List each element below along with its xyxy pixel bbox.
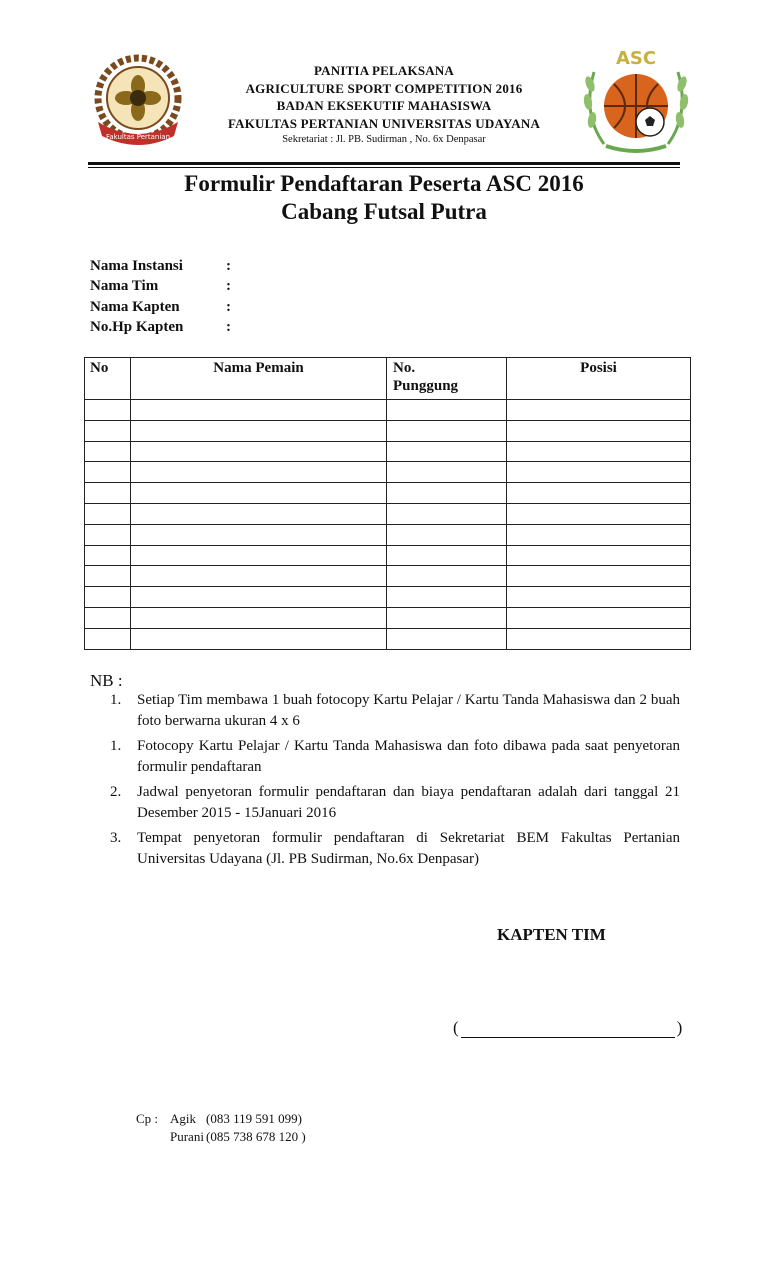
cell-nama-pemain[interactable]: [131, 441, 387, 462]
cell-nama-pemain[interactable]: [131, 587, 387, 608]
contact-prefix: Cp :: [136, 1111, 159, 1126]
letterhead-line: PANITIA PELAKSANA: [313, 63, 455, 78]
cell-nama-pemain[interactable]: [131, 524, 387, 545]
contact-name: Purani: [170, 1129, 204, 1144]
field-colon: :: [226, 319, 231, 336]
signature-open-paren: (: [453, 1018, 459, 1037]
cell-no-punggung[interactable]: [387, 587, 507, 608]
cell-no[interactable]: [85, 628, 131, 649]
cell-nama-pemain[interactable]: [131, 462, 387, 483]
field-nama-kapten: [90, 297, 236, 318]
page-title: [88, 170, 680, 226]
header-divider: [88, 167, 680, 168]
cell-posisi[interactable]: [507, 400, 691, 421]
header-divider: [88, 162, 680, 165]
letterhead-line: FAKULTAS PERTANIAN UNIVERSITAS UDAYANA: [227, 115, 541, 131]
cell-no[interactable]: [85, 607, 131, 628]
note-item: [110, 828, 680, 869]
note-text: Jadwal penyetoran formulir pendaftaran dan biaya pendaftaran adalah dari tanggal 21 Desember 2015 - 15Januari 2016: [137, 784, 680, 821]
cell-posisi[interactable]: [507, 628, 691, 649]
signature-title: KAPTEN TIM: [497, 925, 606, 944]
cell-no-punggung[interactable]: [387, 545, 507, 566]
field-label: Nama Tim: [90, 278, 159, 295]
asc-logo-text: ASC: [615, 48, 657, 69]
column-header-line: Punggung: [393, 378, 459, 394]
column-header-no-punggung: [387, 358, 507, 400]
note-item: [110, 782, 680, 823]
column-header-nama-pemain: Nama Pemain: [131, 358, 387, 400]
contact-row: [136, 1128, 306, 1146]
letterhead-line: BADAN EKSEKUTIF MAHASISWA: [276, 98, 492, 113]
signature-close-paren: ): [676, 1018, 683, 1037]
cell-nama-pemain[interactable]: [131, 503, 387, 524]
cell-posisi[interactable]: [507, 462, 691, 483]
faculty-logo: [88, 50, 188, 150]
letterhead-address: Sekretariat : Jl. PB. Sudirman , No. 6x Denpasar: [282, 134, 486, 145]
cell-no-punggung[interactable]: [387, 462, 507, 483]
cell-no-punggung[interactable]: [387, 628, 507, 649]
cell-posisi[interactable]: [507, 524, 691, 545]
table-row: [85, 441, 691, 462]
signature-line: [453, 1017, 682, 1038]
cell-posisi[interactable]: [507, 441, 691, 462]
contact-name: Agik: [170, 1111, 196, 1126]
cell-posisi[interactable]: [507, 545, 691, 566]
notes-list: [110, 690, 680, 874]
cell-no-punggung[interactable]: [387, 607, 507, 628]
cell-nama-pemain[interactable]: [131, 566, 387, 587]
table-row: [85, 545, 691, 566]
cell-no[interactable]: [85, 483, 131, 504]
note-text: Fotocopy Kartu Pelajar / Kartu Tanda Mahasiswa dan foto dibawa pada saat penyetoran formulir pendaftaran: [137, 738, 680, 775]
table-row: [85, 566, 691, 587]
cell-posisi[interactable]: [507, 607, 691, 628]
column-header-line: No.: [393, 360, 416, 376]
table-header-row: [85, 358, 691, 400]
cell-no[interactable]: [85, 462, 131, 483]
cell-no[interactable]: [85, 545, 131, 566]
cell-posisi[interactable]: [507, 483, 691, 504]
cell-no-punggung[interactable]: [387, 420, 507, 441]
letterhead-line: AGRICULTURE SPORT COMPETITION 2016: [245, 80, 523, 96]
field-colon: :: [226, 278, 231, 295]
letterhead: [190, 62, 578, 147]
note-item: [110, 690, 680, 731]
cell-no[interactable]: [85, 420, 131, 441]
cell-no-punggung[interactable]: [387, 441, 507, 462]
cell-no-punggung[interactable]: [387, 503, 507, 524]
cell-nama-pemain[interactable]: [131, 545, 387, 566]
cell-nama-pemain[interactable]: [131, 400, 387, 421]
note-item: [110, 736, 680, 777]
column-header-no: No: [85, 358, 131, 400]
table-row: [85, 607, 691, 628]
faculty-logo-text: Fakultas Pertanian: [105, 133, 171, 141]
note-number: 1.: [110, 692, 122, 708]
cell-posisi[interactable]: [507, 587, 691, 608]
cell-no[interactable]: [85, 441, 131, 462]
cell-posisi[interactable]: [507, 420, 691, 441]
field-label: Nama Kapten: [90, 298, 180, 315]
cell-no-punggung[interactable]: [387, 524, 507, 545]
cell-no[interactable]: [85, 566, 131, 587]
asc-logo: [576, 44, 696, 156]
contact-persons: [136, 1110, 306, 1146]
table-row: [85, 483, 691, 504]
team-info-fields: [90, 256, 236, 338]
field-colon: :: [226, 257, 231, 274]
note-number: 3.: [110, 830, 122, 846]
cell-posisi[interactable]: [507, 503, 691, 524]
note-number: 1.: [110, 738, 122, 754]
note-number: 2.: [110, 784, 122, 800]
column-header-posisi: Posisi: [507, 358, 691, 400]
cell-posisi[interactable]: [507, 566, 691, 587]
contact-phone: (083 119 591 099): [206, 1111, 302, 1126]
title-line: Formulir Pendaftaran Peserta ASC 2016: [184, 171, 584, 196]
field-label: No.Hp Kapten: [90, 319, 184, 336]
cell-nama-pemain[interactable]: [131, 628, 387, 649]
cell-no[interactable]: [85, 587, 131, 608]
table-row: [85, 503, 691, 524]
table-row: [85, 524, 691, 545]
cell-no-punggung[interactable]: [387, 566, 507, 587]
cell-no[interactable]: [85, 503, 131, 524]
cell-no[interactable]: [85, 400, 131, 421]
cell-no-punggung[interactable]: [387, 400, 507, 421]
table-row: [85, 400, 691, 421]
note-text: Setiap Tim membawa 1 buah fotocopy Kartu Pelajar / Kartu Tanda Mahasiswa dan 2 buah foto berwarna ukuran 4 x 6: [137, 692, 680, 729]
table-row: [85, 587, 691, 608]
cell-nama-pemain[interactable]: [131, 420, 387, 441]
table-row: [85, 628, 691, 649]
cell-no[interactable]: [85, 524, 131, 545]
field-nama-tim: [90, 277, 236, 298]
field-hp-kapten: [90, 318, 236, 339]
player-table: [84, 357, 691, 650]
signature-blank: [461, 1017, 675, 1038]
field-nama-instansi: [90, 256, 236, 277]
notes-label: NB :: [90, 671, 123, 690]
cell-no-punggung[interactable]: [387, 483, 507, 504]
table-row: [85, 420, 691, 441]
cell-nama-pemain[interactable]: [131, 607, 387, 628]
cell-nama-pemain[interactable]: [131, 483, 387, 504]
note-text: Tempat penyetoran formulir pendaftaran di Sekretariat BEM Fakultas Pertanian Universitas Udayana (Jl. PB Sudirman, No.6x Denpasar): [137, 830, 680, 867]
field-label: Nama Instansi: [90, 257, 183, 274]
contact-row: [136, 1110, 306, 1128]
table-row: [85, 462, 691, 483]
player-table-container: [84, 357, 691, 650]
field-colon: :: [226, 298, 231, 315]
player-table-body: [85, 400, 691, 650]
title-line: Cabang Futsal Putra: [281, 199, 487, 224]
contact-phone: (085 738 678 120 ): [206, 1129, 306, 1144]
